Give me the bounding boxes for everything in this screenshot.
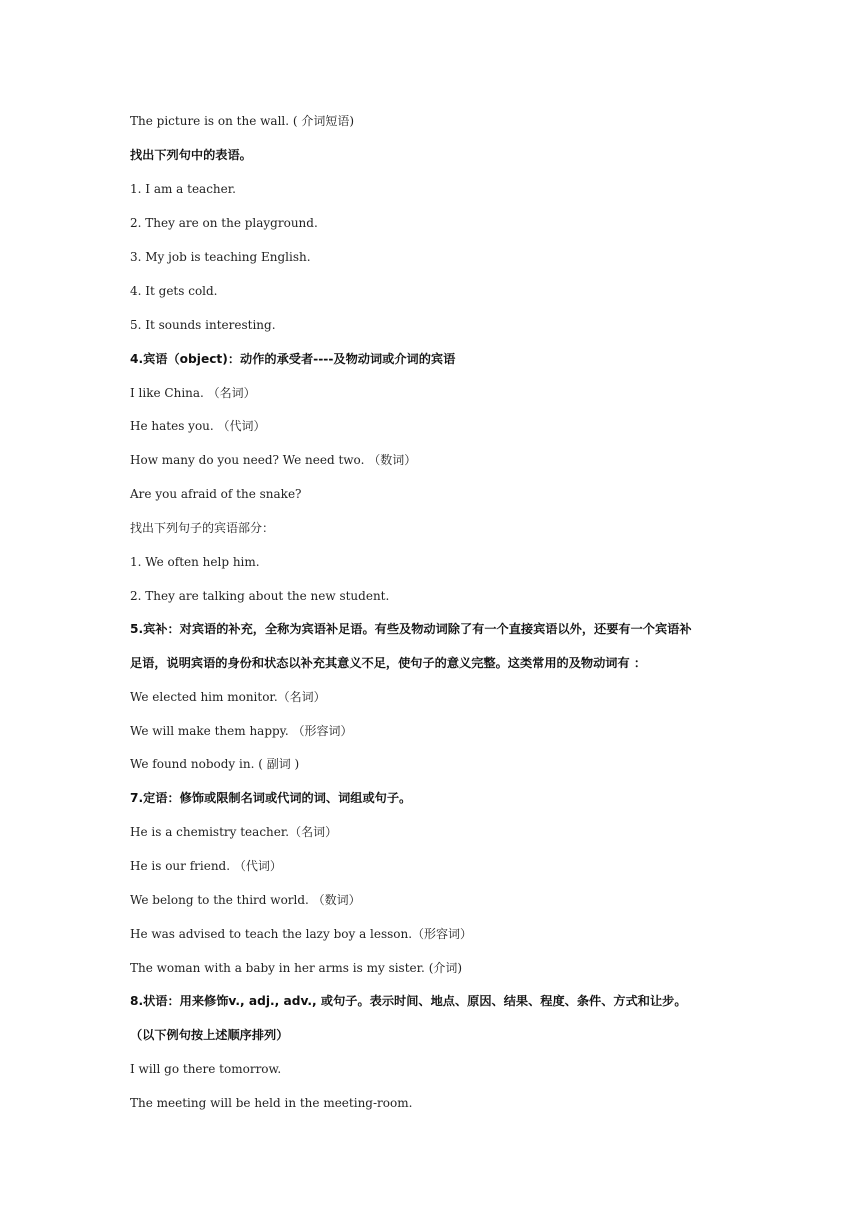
- example-sentence: He was advised to teach the lazy boy a lesson.（形容词）: [130, 927, 473, 941]
- example-sentence: He is our friend. （代词）: [130, 859, 282, 873]
- example-sentence: The woman with a baby in her arms is my sister. (介词): [130, 961, 463, 975]
- section-heading-continuation: 足语，说明宾语的身份和状态以补充其意义不足，使句子的意义完整。这类常用的及物动词有 ：: [130, 656, 647, 670]
- section-heading-adverbial: 8.状语：用来修饰v., adj., adv., 或句子。表示时间、地点、原因、结果、程度、条件、方式和让步。: [130, 994, 687, 1008]
- exercise-item-5: 5. It sounds interesting.: [130, 318, 276, 332]
- example-sentence: I like China. （名词）: [130, 386, 256, 400]
- example-sentence: We elected him monitor.（名词）: [130, 690, 326, 704]
- example-sentence: He hates you. （代词）: [130, 419, 266, 433]
- example-sentence: How many do you need? We need two. （数词）: [130, 453, 417, 467]
- example-sentence: We found nobody in. ( 副词 ): [130, 757, 300, 771]
- section-note: （以下例句按上述顺序排列）: [130, 1028, 289, 1042]
- section-heading-object-complement: 5.宾补：对宾语的补充，全称为宾语补足语。有些及物动词除了有一个直接宾语以外，还要有一个宾语补: [130, 622, 692, 636]
- exercise-item-2: 2. They are on the playground.: [130, 216, 318, 230]
- example-sentence: We will make them happy. （形容词）: [130, 724, 353, 738]
- example-sentence: The meeting will be held in the meeting-room.: [130, 1096, 413, 1110]
- exercise-item-2: 2. They are talking about the new student.: [130, 589, 390, 603]
- section-heading-attributive: 7.定语：修饰或限制名词或代词的词、词组或句子。: [130, 791, 412, 805]
- exercise-item-1: 1. I am a teacher.: [130, 182, 236, 196]
- example-sentence: Are you afraid of the snake?: [130, 487, 302, 501]
- example-sentence-picture: The picture is on the wall. ( 介词短语): [130, 114, 355, 128]
- example-sentence: He is a chemistry teacher.（名词）: [130, 825, 338, 839]
- example-sentence: I will go there tomorrow.: [130, 1062, 282, 1076]
- exercise-item-1: 1. We often help him.: [130, 555, 260, 569]
- example-sentence: We belong to the third world. （数词）: [130, 893, 361, 907]
- section-heading-object: 4.宾语（object)：动作的承受者----及物动词或介词的宾语: [130, 352, 456, 366]
- exercise-item-3: 3. My job is teaching English.: [130, 250, 311, 264]
- exercise-heading-predicative: 找出下列句中的表语。: [130, 148, 252, 162]
- exercise-heading-object: 找出下列句子的宾语部分：: [130, 521, 275, 535]
- exercise-item-4: 4. It gets cold.: [130, 284, 218, 298]
